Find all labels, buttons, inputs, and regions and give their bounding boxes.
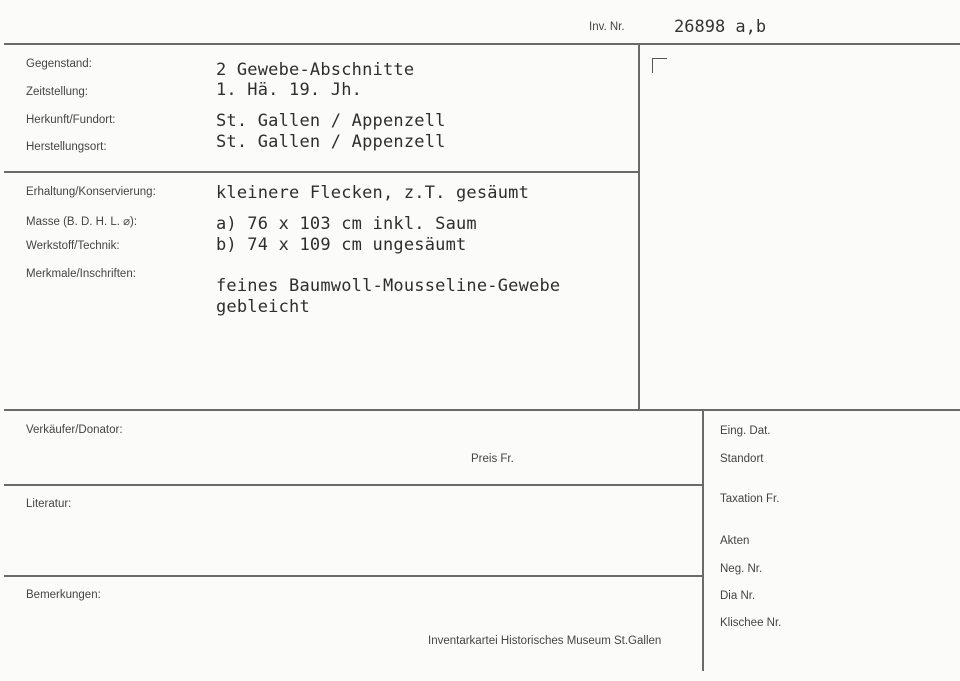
standort-label: Standort bbox=[720, 453, 764, 465]
klischee-nr-label: Klischee Nr. bbox=[720, 617, 782, 629]
erhaltung-value: kleinere Flecken, z.T. gesäumt bbox=[216, 183, 530, 203]
middle-rule bbox=[4, 409, 960, 411]
herstellungsort-value: St. Gallen / Appenzell bbox=[216, 132, 446, 152]
footer-text: Inventarkartei Historisches Museum St.Gallen bbox=[428, 635, 662, 647]
werkstoff-label: Werkstoff/Technik: bbox=[26, 240, 120, 252]
inv-number-label: Inv. Nr. bbox=[589, 21, 625, 33]
erhaltung-label: Erhaltung/Konservierung: bbox=[26, 186, 156, 198]
inv-number-value: 26898 a,b bbox=[674, 17, 767, 37]
gegenstand-label: Gegenstand: bbox=[26, 58, 92, 70]
herkunft-value: St. Gallen / Appenzell bbox=[216, 111, 446, 131]
masse-label: Masse (B. D. H. L. ⌀): bbox=[26, 216, 138, 228]
merkmale-value-line2: gebleicht bbox=[216, 297, 310, 317]
literatur-label: Literatur: bbox=[26, 498, 72, 510]
merkmale-label: Merkmale/Inschriften: bbox=[26, 268, 136, 280]
section-rule-3 bbox=[4, 575, 702, 577]
merkmale-value-line1: feines Baumwoll-Mousseline-Gewebe bbox=[216, 276, 561, 296]
lower-divider bbox=[702, 409, 704, 671]
verkaeufer-label: Verkäufer/Donator: bbox=[26, 424, 123, 436]
herkunft-label: Herkunft/Fundort: bbox=[26, 114, 116, 126]
neg-nr-label: Neg. Nr. bbox=[720, 563, 763, 575]
zeitstellung-label: Zeitstellung: bbox=[26, 86, 89, 98]
section-rule-2 bbox=[4, 484, 702, 486]
eing-dat-label: Eing. Dat. bbox=[720, 425, 771, 437]
gegenstand-value: 2 Gewebe-Abschnitte bbox=[216, 60, 415, 80]
akten-label: Akten bbox=[720, 535, 750, 547]
bemerkungen-label: Bemerkungen: bbox=[26, 589, 101, 601]
dia-nr-label: Dia Nr. bbox=[720, 590, 756, 602]
preis-label: Preis Fr. bbox=[471, 453, 514, 465]
herstellungsort-label: Herstellungsort: bbox=[26, 141, 107, 153]
upper-divider bbox=[638, 43, 640, 411]
section-rule-1 bbox=[4, 171, 638, 173]
taxation-label: Taxation Fr. bbox=[720, 493, 780, 505]
werkstoff-value: b) 74 x 109 cm ungesäumt bbox=[216, 235, 467, 255]
top-rule bbox=[4, 43, 960, 45]
masse-value: a) 76 x 103 cm inkl. Saum bbox=[216, 214, 477, 234]
photo-corner-mark bbox=[652, 58, 667, 73]
zeitstellung-value: 1. Hä. 19. Jh. bbox=[216, 80, 363, 100]
